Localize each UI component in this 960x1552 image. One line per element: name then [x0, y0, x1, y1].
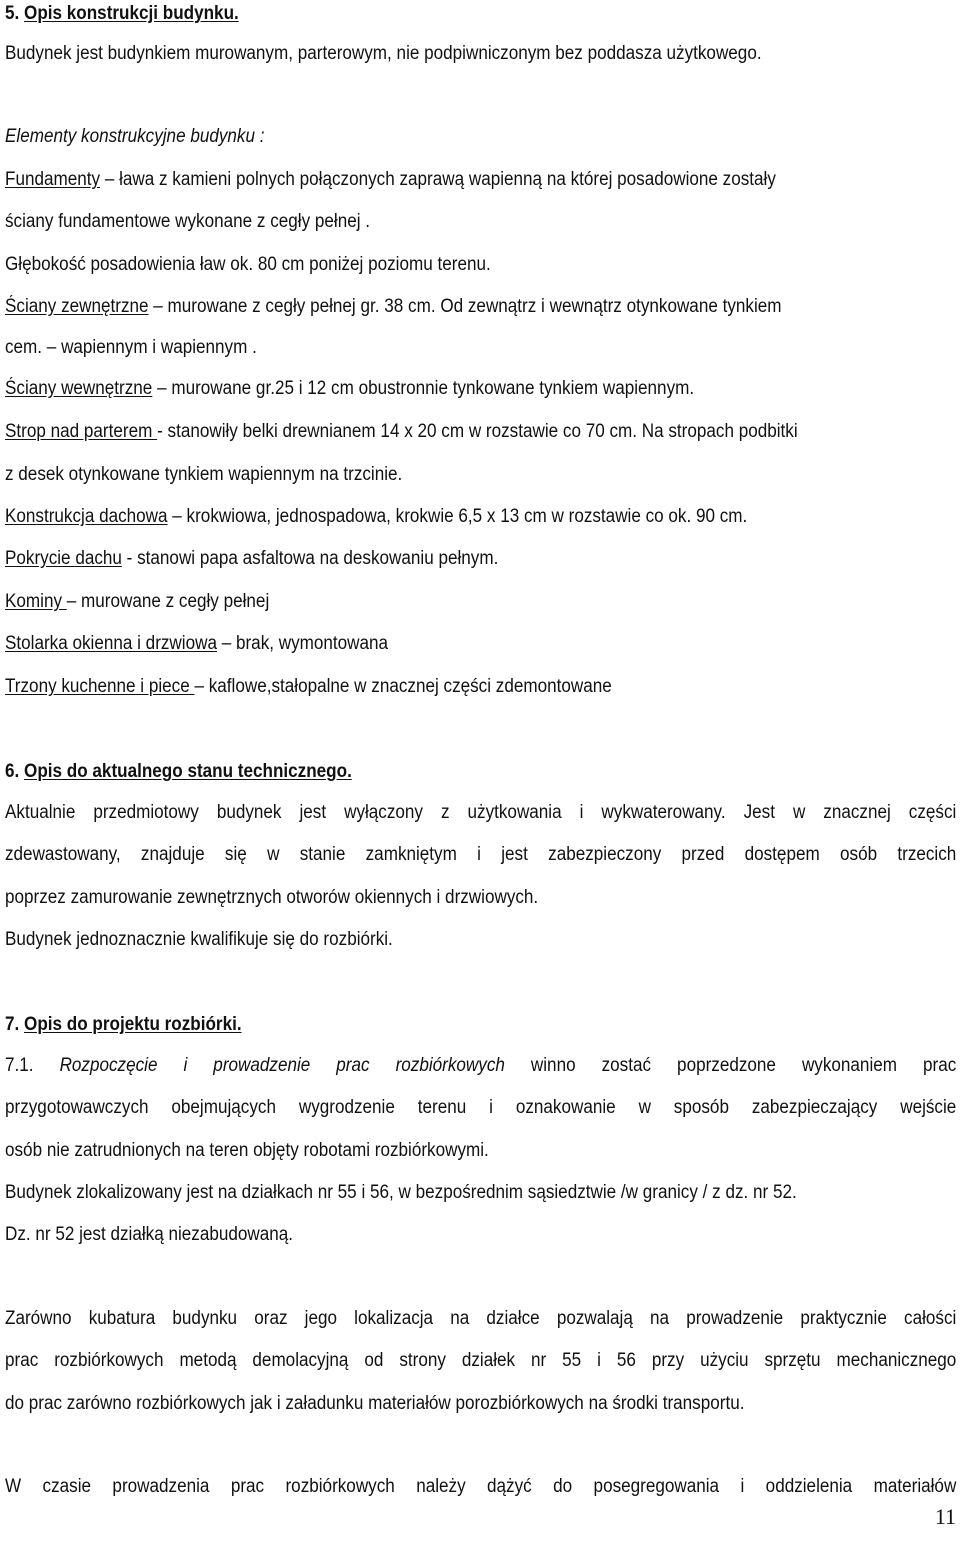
line-text: winno zostać poprzedzone wykonaniem prac [504, 1055, 957, 1076]
paragraph-line: zdewastowany, znajduje się w stanie zamkniętym i jest zabezpieczony przed dostępem osób trzecich [5, 844, 957, 865]
term-text: – murowane z cegły pełnej gr. 38 cm. Od zewnątrz i wewnątrz otynkowane tynkiem [148, 296, 782, 317]
paragraph-line: Głębokość posadowienia ław ok. 80 cm poniżej poziomu terenu. [5, 254, 491, 275]
page-number: 11 [934, 1504, 956, 1529]
section-title: Opis do aktualnego stanu technicznego. [24, 761, 352, 782]
paragraph-line [5, 505, 747, 529]
paragraph: Budynek jest budynkiem murowanym, parterowym, nie podpiwniczonym bez poddasza użytkowego. [5, 43, 762, 64]
subheading: Elementy konstrukcyjne budynku : [5, 126, 265, 147]
term-text: – ława z kamieni polnych połączonych zaprawą wapienną na której posadowione zostały [100, 169, 776, 190]
paragraph-line: Aktualnie przedmiotowy budynek jest wyłączony z użytkowania i wykwaterowany. Jest w znacznej części [5, 802, 957, 823]
term-label: Trzony kuchenne i piece [5, 676, 195, 697]
paragraph-line: cem. – wapiennym i wapiennym . [5, 337, 257, 358]
term-text: – murowane z cegły pełnej [66, 591, 270, 612]
term-label: Pokrycie dachu [5, 548, 122, 569]
paragraph-line: prac rozbiórkowych metodą demolacyjną od strony działek nr 55 i 56 przy użyciu sprzętu mechanicznego [5, 1350, 957, 1371]
subsection-number: 7.1. [5, 1055, 34, 1076]
section-number: 5. [5, 3, 20, 24]
section-5-heading [5, 2, 239, 26]
term-text: – krokwiowa, jednospadowa, krokwie 6,5 x 13 cm w rozstawie co ok. 90 cm. [167, 506, 748, 527]
paragraph-line: Dz. nr 52 jest działką niezabudowaną. [5, 1224, 294, 1245]
term-label: Kominy [5, 591, 67, 612]
paragraph-line: do prac zarówno rozbiórkowych jak i załadunku materiałów porozbiórkowych na środki transportu. [5, 1393, 745, 1414]
paragraph-line [5, 168, 776, 192]
section-7-heading [5, 1013, 242, 1037]
paragraph-line [5, 295, 782, 319]
section-6-heading [5, 760, 352, 784]
paragraph-line: Budynek zlokalizowany jest na działkach nr 55 i 56, w bezpośrednim sąsiedztwie /w granicy / z dz. nr 52. [5, 1182, 797, 1203]
term-label: Ściany zewnętrzne [5, 296, 149, 317]
paragraph-line: z desek otynkowane tynkiem wapiennym na trzcinie. [5, 464, 403, 485]
paragraph-line: W czasie prowadzenia prac rozbiórkowych należy dążyć do posegregowania i oddzielenia materiałów [5, 1476, 957, 1497]
paragraph-line [5, 632, 388, 656]
paragraph-line: Budynek jednoznacznie kwalifikuje się do rozbiórki. [5, 929, 393, 950]
paragraph-line: przygotowawczych obejmujących wygrodzenie terenu i oznakowanie w sposób zabezpieczający wejście [5, 1097, 957, 1118]
term-text: – brak, wymontowana [216, 633, 389, 654]
paragraph-line [5, 547, 498, 571]
term-text: – murowane gr.25 i 12 cm obustronnie tynkowane tynkiem wapiennym. [152, 378, 695, 399]
term-label: Ściany wewnętrzne [5, 378, 153, 399]
italic-phrase: Rozpoczęcie i prowadzenie prac rozbiórkowych [59, 1055, 505, 1076]
section-number: 7. [5, 1014, 20, 1035]
paragraph-line [5, 675, 612, 699]
paragraph-line [5, 1054, 956, 1078]
paragraph-line: ściany fundamentowe wykonane z cegły pełnej . [5, 211, 371, 232]
paragraph-line: Zarówno kubatura budynku oraz jego lokalizacja na działce pozwalają na prowadzenie praktycznie całości [5, 1308, 957, 1329]
term-label: Konstrukcja dachowa [5, 506, 168, 527]
paragraph-line [5, 377, 694, 401]
term-label: Stolarka okienna i drzwiowa [5, 633, 217, 654]
term-text: – kaflowe,stałopalne w znacznej części zdemontowane [194, 676, 612, 697]
term-label: Fundamenty [5, 169, 101, 190]
section-title: Opis do projektu rozbiórki. [24, 1014, 242, 1035]
paragraph-line: osób nie zatrudnionych na teren objęty robotami rozbiórkowymi. [5, 1140, 489, 1161]
term-label: Strop nad parterem [5, 421, 158, 442]
paragraph-line: poprzez zamurowanie zewnętrznych otworów okiennych i drzwiowych. [5, 887, 539, 908]
paragraph-line [5, 590, 269, 614]
term-text: - stanowi papa asfaltowa na deskowaniu pełnym. [121, 548, 499, 569]
section-number: 6. [5, 761, 20, 782]
paragraph-line [5, 420, 798, 444]
section-title: Opis konstrukcji budynku. [24, 3, 239, 24]
term-text: - stanowiły belki drewnianem 14 x 20 cm w rozstawie co 70 cm. Na stropach podbitki [157, 421, 798, 442]
